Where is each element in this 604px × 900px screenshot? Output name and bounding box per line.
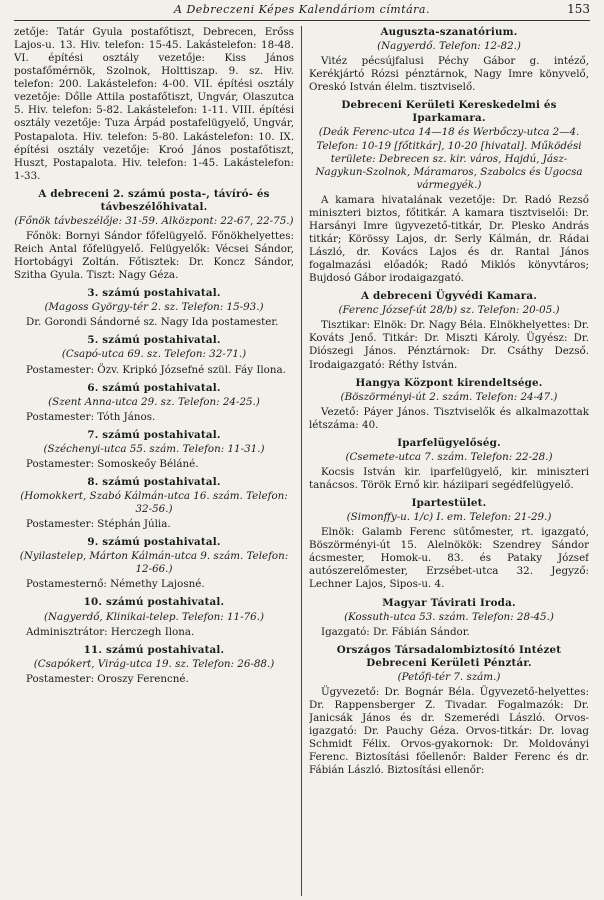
section-heading: Iparfelügyelőség. — [397, 436, 501, 449]
section-heading: 5. számú postahivatal. — [87, 334, 221, 347]
section-address: (Kossuth-utca 53. szám. Telefon: 28-45.) — [344, 610, 554, 623]
section-address: (Csemete-utca 7. szám. Telefon: 22-28.) — [345, 450, 553, 463]
column-divider — [301, 26, 302, 896]
page-columns — [14, 26, 590, 896]
section-address: (Magoss György-tér 2. sz. Telefon: 15-93.) — [44, 301, 264, 314]
section-body: A kamara hivatalának vezetője: Dr. Radó Rezső miniszteri biztos, főtitkár. A kamara tisztviselői: Dr. Harsányi Imre ügyvezető-titkár, Dr. Plesko András titkár; Körössy Lajos, dr. Serly Kálmán, dr. Rádai László, dr. Kovács Lajos és dr. Rantal János fogalmazási előadók; Radó Miklós könyvtáros; Bujdosó Gábor irodaigazgató. — [309, 193, 589, 285]
section-heading: 7. számú postahivatal. — [87, 428, 221, 441]
section-heading: Auguszta-szanatórium. — [380, 26, 518, 38]
section-heading: 8. számú postahivatal. — [87, 475, 221, 488]
section-body: Postamesternő: Némethy Lajosné. — [26, 578, 205, 591]
section-body: Tisztikar: Elnök: Dr. Nagy Béla. Elnökhelyettes: Dr. Kováts Jenő. Titkár: Dr. Miszti Károly. Ügyész: Dr. Diószegi János. Pénztárnok: Dr. Csáthy Dezső. Irodaigazgató: Réthy István. — [309, 319, 589, 371]
section-body: Postamester: Stéphán Júlia. — [26, 518, 171, 531]
section-address: (Nyilastelep, Márton Kálmán-utca 9. szám. Telefon: 12-66.) — [19, 550, 289, 576]
section-heading: 3. számú postahivatal. — [87, 287, 221, 300]
section-body: Adminisztrátor: Herczegh Ilona. — [26, 625, 195, 638]
section-body: Elnök: Galamb Ferenc sütőmester, rt. igazgató, Böszörményi-út 15. Alelnökök: Szendrey Sándor ácsmester, Homok-u. 83. és Pataky József autószerelőmester, Erzsébet-utca 32. Jegyző: Lechner Lajos, Sipos-u. 4. — [309, 526, 589, 591]
left-intro-text: zetője: Tatár Gyula postafőtiszt, Debrecen, Erőss Lajos-u. 13. Hiv. telefon: 15-45. Lakástelefon: 18-48. VI. építési osztály vezetője: Kiss János postafőmérnök, Szolnok, Holttiszap. 9. sz. Hiv. telefon: 200. Lakástelefon: 4-00. VII. építési osztály vezetője: Dőlle Attila postafőtiszt, Ungvár, Olaszutca 5. Hiv. telefon: 5-82. Lakástelefon: 1-11. VIII. építési osztály vezetője: Tuza Árpád postafelügyelő, Ungvár, Postapalota. Hiv. telefon: 5-80. Lakástelefon: 10. IX. építési osztály vezetője: Kroó János postafőtiszt, Huszt, Postapalota. Hiv. telefon: 1-45. Lakástelefon: 1-33. — [14, 26, 294, 182]
section-body: Vitéz pécsújfalusi Péchy Gábor g. intéző, Kerékjártó Rózsi pénztárnok, Nagy Imre könyvelő, Oreskó István élelm. tisztviselő. — [309, 55, 589, 94]
section-heading: Magyar Távirati Iroda. — [382, 596, 516, 609]
section-heading: 6. számú postahivatal. — [87, 381, 221, 394]
section-heading: 9. számú postahivatal. — [87, 536, 221, 549]
section-heading: 10. számú postahivatal. — [83, 596, 225, 609]
section-address: (Homokkert, Szabó Kálmán-utca 16. szám. Telefon: 32-56.) — [20, 490, 288, 516]
section-address: (Szent Anna-utca 29. sz. Telefon: 24-25.) — [48, 395, 260, 408]
section-heading: 11. számú postahivatal. — [83, 643, 225, 656]
section-address: (Csapókert, Virág-utca 19. sz. Telefon: 26-88.) — [33, 657, 275, 670]
section-body: Igazgató: Dr. Fábián Sándor. — [321, 625, 470, 638]
section-heading: Országos Társadalombiztosító Intézet Debreceni Kerületi Pénztár. — [336, 643, 562, 669]
section-address: (Széchenyi-utca 55. szám. Telefon: 11-31.) — [43, 442, 265, 455]
section-address: (Böszörményi-út 2. szám. Telefon: 24-47.) — [340, 390, 558, 403]
section-body: Ügyvezető: Dr. Bognár Béla. Ügyvezető-helyettes: Dr. Rappensberger Z. Tivadar. Fogalmazók: Dr. Janicsák János és dr. Szemerédi László. Orvos-igazgató: Dr. Pauchy Géza. Orvos-titkár: Dr. lovag Schmidt Félix. Orvos-gyakornok: Dr. Moldoványi Ferenc. Biztosítási főellenőr: Balder Ferenc és dr. Fábián László. Biztosítási ellenőr: — [309, 685, 589, 777]
section-address: (Petőfi-tér 7. szám.) — [397, 670, 501, 683]
section-heading: A debreceni Ügyvédi Kamara. — [361, 290, 537, 303]
section-body: Dr. Gorondi Sándorné sz. Nagy Ida postamester. — [26, 316, 279, 329]
section-body: Vezető: Páyer János. Tisztviselők és alkalmazottak létszáma: 40. — [309, 405, 589, 431]
section-address: (Csapó-utca 69. sz. Telefon: 32-71.) — [61, 348, 247, 361]
left-column — [14, 26, 294, 896]
right-column — [309, 26, 589, 896]
section-body: Postamester: Tóth János. — [26, 410, 156, 423]
section-address: (Főnök távbeszélője: 31-59. Alközpont: 22-67, 22-75.) — [14, 214, 294, 227]
section-address: (Nagyerdő, Klinikai-telep. Telefon: 11-76.) — [44, 610, 264, 623]
section-address: (Simonffy-u. 1/c) I. em. Telefon: 21-29.) — [346, 511, 552, 524]
section-heading: A debreceni 2. számú posta-, távíró- és távbeszélőhivatal. — [38, 187, 270, 213]
section-address: (Nagyerdő. Telefon: 12-82.) — [377, 40, 521, 53]
section-body: Postamester: Özv. Kripkó Józsefné szül. Fáy Ilona. — [26, 363, 286, 376]
page-number: 153 — [567, 2, 590, 16]
section-heading: Ipartestület. — [411, 497, 487, 510]
running-title: A Debreczeni Képes Kalendáriom címtára. — [174, 3, 430, 16]
section-body: Postamester: Somoskeőy Béláné. — [26, 457, 199, 470]
section-address: (Ferenc József-út 28/b) sz. Telefon: 20-05.) — [338, 304, 560, 317]
section-body: Főnök: Bornyi Sándor főfelügyelő. Főnökhelyettes: Reich Antal főfelügyelő. Felügyelők: Vécsei Sándor, Hortobágyi Zoltán. Főtisztek: Dr. Koncz Sándor, Szitha Gyula. Tiszt: Nagy Géza. — [14, 229, 294, 282]
section-heading: Hangya Központ kirendeltsége. — [355, 376, 543, 389]
running-header — [14, 0, 590, 21]
section-heading: Debreceni Kerületi Kereskedelmi és Iparkamara. — [341, 99, 557, 125]
section-body: Postamester: Oroszy Ferencné. — [26, 672, 189, 685]
section-body: Kocsis István kir. iparfelügyelő, kir. miniszteri tanácsos. Török Ernő kir. háziipari segédfelügyelő. — [309, 465, 589, 491]
section-address: (Deák Ferenc-utca 14—18 és Werbőczy-utca 2—4. Telefon: 10-19 [főtitkár], 10-20 [hivatal]. Működési területe: Debrecen sz. kir. város, Hajdú, Jász-Nagykun-Szolnok, Máramaros, Szabolcs és Ugocsa vármegyék.) — [315, 126, 583, 191]
